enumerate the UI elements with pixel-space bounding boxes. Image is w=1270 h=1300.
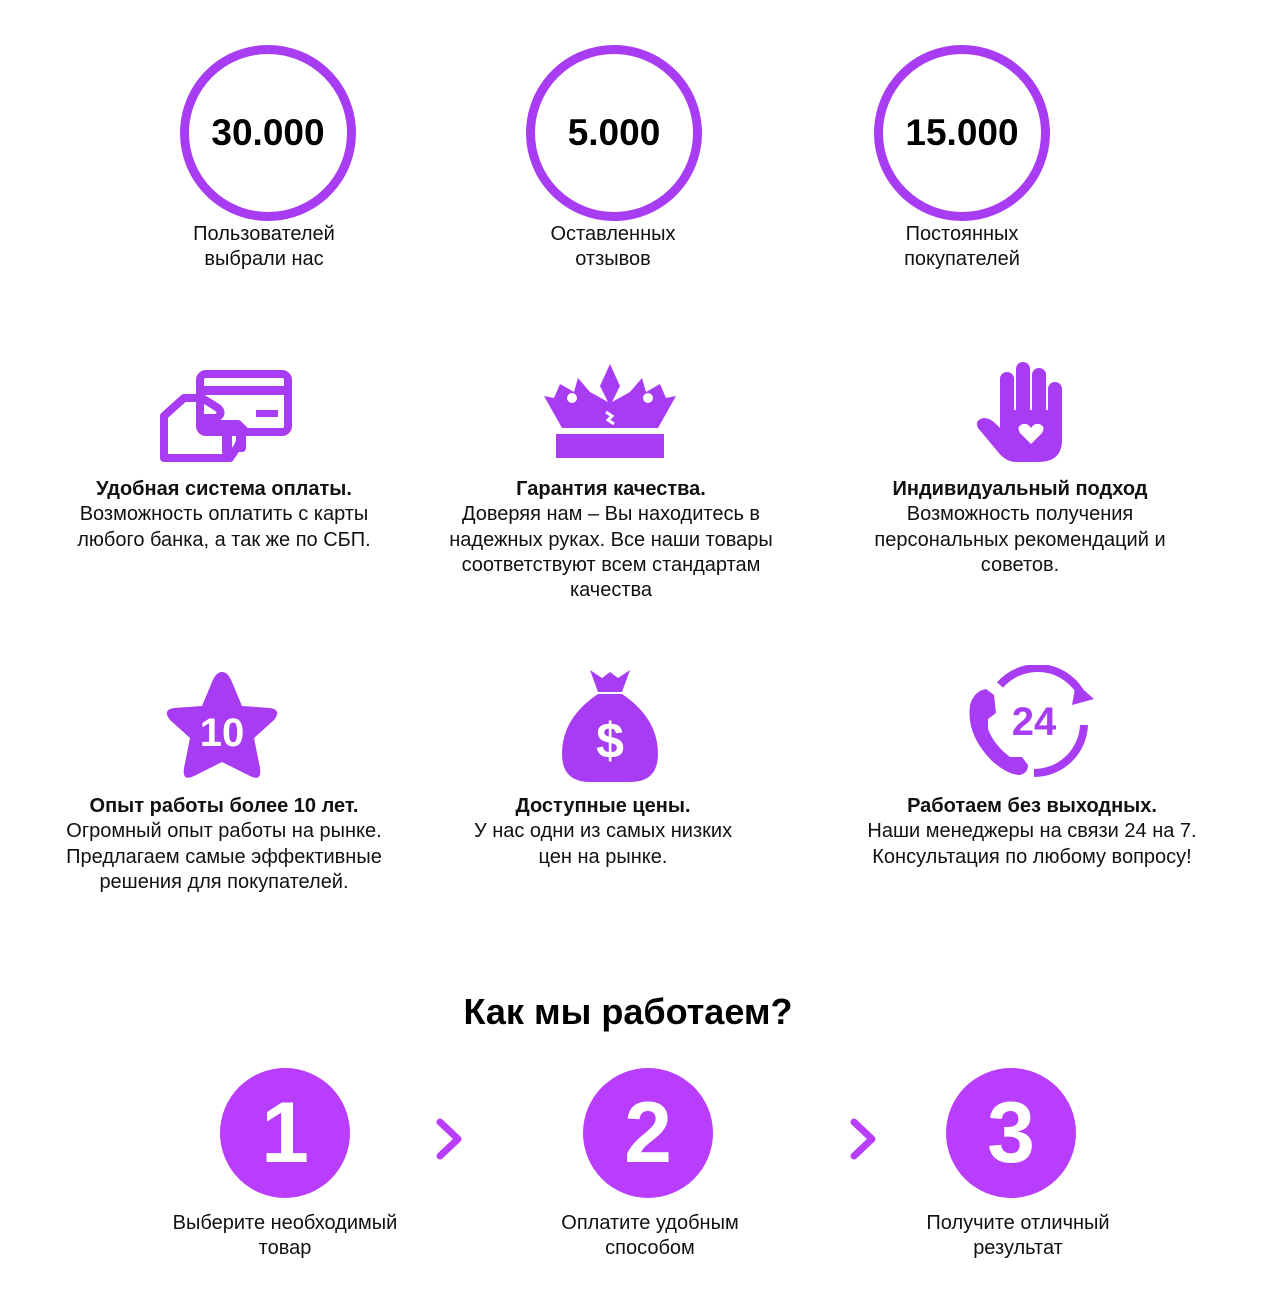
feature-card (34, 794, 414, 895)
feature-text: У нас одни из самых низких (473, 820, 733, 843)
phone-24-icon (964, 665, 1100, 783)
step-number: 2 (624, 1085, 672, 1181)
star-icon-text: 10 (199, 711, 245, 755)
step-circle (583, 1068, 713, 1198)
feature-title: Индивидуальный подход (892, 478, 1148, 500)
money-bag-icon (560, 666, 660, 784)
step-caption (500, 1211, 800, 1261)
stat-caption-line: отзывов (575, 248, 651, 270)
feature-text: качества (569, 579, 653, 602)
stat-value: 30.000 (211, 112, 325, 153)
feature-text: цен на рынке. (538, 845, 668, 868)
step-caption-line: результат (973, 1237, 1063, 1259)
stat-circle (526, 45, 702, 221)
hand-heart-icon (974, 360, 1064, 464)
chevron-right-icon (848, 1118, 878, 1160)
feature-title: Опыт работы более 10 лет. (89, 795, 359, 817)
step-caption-line: способом (605, 1237, 695, 1259)
credit-card-hand-icon (160, 368, 292, 464)
feature-text: советов. (980, 553, 1060, 576)
feature-text: Предлагаем самые эффективные (66, 845, 382, 868)
step-caption (868, 1211, 1168, 1261)
stat-caption-line: покупателей (904, 248, 1020, 270)
step-caption-line: Оплатите удобным (561, 1212, 739, 1234)
stat-value: 5.000 (567, 112, 661, 153)
feature-text: соответствуют всем стандартам (461, 553, 761, 576)
feature-card (413, 794, 793, 870)
stat-caption (134, 222, 394, 272)
feature-text: надежных руках. Все наши товары (449, 528, 773, 551)
stat-circle (180, 45, 356, 221)
feature-title: Работаем без выходных. (907, 795, 1157, 817)
feature-text: Доверяя нам – Вы находитесь в (461, 503, 761, 526)
feature-card (34, 477, 414, 553)
stat-caption-line: Постоянных (905, 223, 1019, 245)
step-caption (135, 1211, 435, 1261)
feature-text: Консультация по любому вопросу! (872, 845, 1192, 868)
bag-icon-text: $ (596, 713, 624, 769)
stat-caption-line: Пользователей (193, 223, 335, 245)
feature-text: Наши менеджеры на связи 24 на 7. (867, 820, 1197, 843)
stat-caption (483, 222, 743, 272)
stat-caption-line: Оставленных (550, 223, 676, 245)
stat-value: 15.000 (905, 112, 1019, 153)
feature-text: решения для покупателей. (99, 870, 349, 893)
feature-text: Возможность оплатить с карты (79, 503, 369, 526)
chevron-right-icon (434, 1118, 464, 1160)
step-number: 3 (987, 1085, 1035, 1181)
feature-text: любого банка, а так же по СБП. (77, 528, 371, 551)
stat-caption (832, 222, 1092, 272)
star-10-icon (160, 668, 284, 786)
step-caption-line: Получите отличный (926, 1212, 1110, 1234)
feature-title: Удобная система оплаты. (96, 478, 352, 500)
section-heading: Как мы работаем? (463, 991, 793, 1032)
phone-icon-text: 24 (1011, 700, 1057, 744)
step-circle (946, 1068, 1076, 1198)
feature-text: Огромный опыт работы на рынке. (66, 820, 382, 843)
feature-card (842, 794, 1222, 870)
feature-text: персональных рекомендаций и (874, 528, 1166, 551)
feature-title: Гарантия качества. (516, 478, 706, 500)
feature-title: Доступные цены. (515, 795, 691, 817)
feature-card (830, 477, 1210, 578)
feature-card (421, 477, 801, 603)
stat-caption-line: выбрали нас (204, 248, 324, 270)
step-caption-line: товар (258, 1237, 312, 1259)
crown-icon (542, 362, 678, 460)
step-caption-line: Выберите необходимый (172, 1212, 398, 1234)
step-number: 1 (261, 1085, 309, 1181)
stat-circle (874, 45, 1050, 221)
step-circle (220, 1068, 350, 1198)
feature-text: Возможность получения (906, 503, 1134, 526)
